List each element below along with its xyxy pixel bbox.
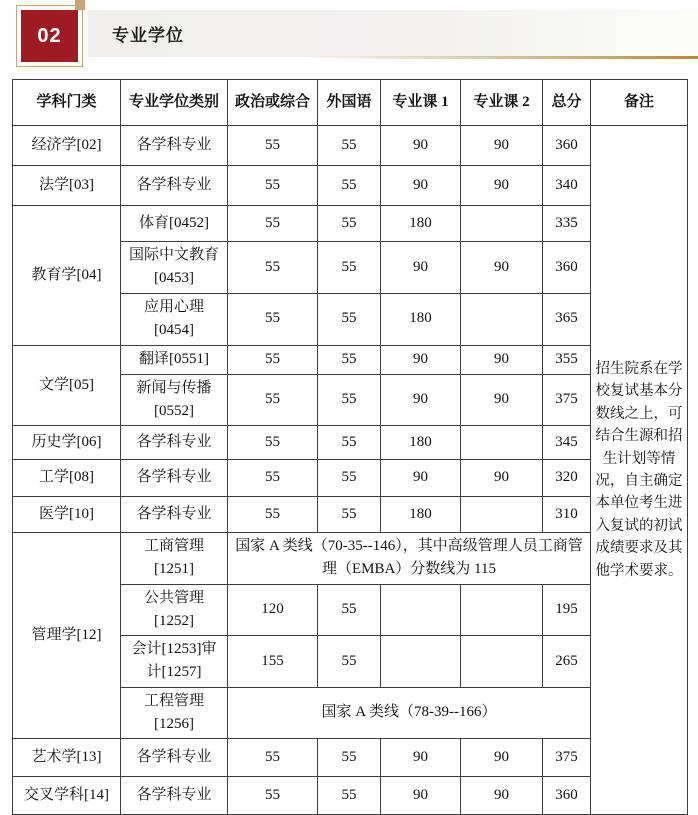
cell-discipline: 法学[03] <box>13 166 121 206</box>
cell-total: 340 <box>543 166 591 206</box>
section-number-badge <box>16 5 83 67</box>
table-header-row <box>13 80 688 126</box>
cell-score: 180 <box>381 206 461 242</box>
table-row <box>13 126 688 166</box>
cell-total: 345 <box>543 426 591 460</box>
cell-discipline: 艺术学[13] <box>13 739 121 777</box>
cell-score: 90 <box>381 166 461 206</box>
cell-degree-type: 各学科专业 <box>121 497 228 533</box>
cell-score: 120 <box>228 584 318 636</box>
cell-total: 360 <box>543 777 591 815</box>
cell-discipline: 历史学[06] <box>13 426 121 460</box>
cell-degree-type: 各学科专业 <box>121 426 228 460</box>
table-row <box>13 460 688 497</box>
cell-discipline: 工学[08] <box>13 460 121 497</box>
cell-score <box>461 584 543 636</box>
cell-total: 320 <box>543 460 591 497</box>
cell-total: 265 <box>543 636 591 688</box>
cell-score: 90 <box>461 166 543 206</box>
col-header-politics: 政治或综合 <box>228 80 318 126</box>
cell-degree-type: 公共管理[1252] <box>121 584 228 636</box>
cell-score: 55 <box>228 739 318 777</box>
cell-discipline: 经济学[02] <box>13 126 121 166</box>
cell-degree-type: 各学科专业 <box>121 739 228 777</box>
cell-score: 90 <box>381 242 461 294</box>
cell-score: 90 <box>381 345 461 374</box>
cell-score: 90 <box>461 345 543 374</box>
cell-score: 55 <box>228 497 318 533</box>
table-row <box>13 426 688 460</box>
cell-score <box>381 584 461 636</box>
cell-score <box>461 293 543 345</box>
cell-score: 90 <box>461 739 543 777</box>
cell-discipline: 文学[05] <box>13 345 121 426</box>
cell-discipline: 交叉学科[14] <box>13 777 121 815</box>
cell-score: 55 <box>318 293 381 345</box>
cell-total: 195 <box>543 584 591 636</box>
table-row <box>13 497 688 533</box>
table-row <box>13 345 688 374</box>
table-row <box>13 777 688 815</box>
cell-score: 55 <box>228 460 318 497</box>
cell-score: 55 <box>318 345 381 374</box>
cell-score: 55 <box>318 206 381 242</box>
cell-score: 55 <box>318 739 381 777</box>
cell-score: 90 <box>461 460 543 497</box>
cell-score: 55 <box>318 636 381 688</box>
cell-score <box>461 206 543 242</box>
cell-score: 55 <box>228 166 318 206</box>
cell-score: 55 <box>318 166 381 206</box>
col-header-total: 总分 <box>543 80 591 126</box>
cell-total: 355 <box>543 345 591 374</box>
cell-score: 55 <box>228 345 318 374</box>
cell-score <box>461 497 543 533</box>
cell-discipline: 教育学[04] <box>13 206 121 346</box>
cell-national-line-note: 国家 A 类线（78-39--166） <box>228 687 591 739</box>
score-line-table <box>12 79 688 815</box>
cell-degree-type: 应用心理[0454] <box>121 293 228 345</box>
cell-degree-type: 国际中文教育[0453] <box>121 242 228 294</box>
cell-score: 55 <box>228 374 318 426</box>
cell-degree-type: 各学科专业 <box>121 166 228 206</box>
cell-degree-type: 会计[1253]审计[1257] <box>121 636 228 688</box>
cell-score: 180 <box>381 426 461 460</box>
cell-score: 55 <box>228 242 318 294</box>
cell-score: 55 <box>318 460 381 497</box>
cell-score: 55 <box>318 497 381 533</box>
table-row <box>13 206 688 242</box>
cell-score: 55 <box>228 293 318 345</box>
cell-score: 55 <box>228 126 318 166</box>
cell-total: 360 <box>543 126 591 166</box>
section-header <box>0 0 698 78</box>
cell-score <box>461 426 543 460</box>
cell-degree-type: 翻译[0551] <box>121 345 228 374</box>
cell-degree-type: 各学科专业 <box>121 460 228 497</box>
cell-score: 55 <box>318 126 381 166</box>
cell-total: 335 <box>543 206 591 242</box>
cell-degree-type: 工商管理[1251] <box>121 533 228 585</box>
section-title-strip <box>88 10 698 57</box>
col-header-course1: 专业课 1 <box>381 80 461 126</box>
cell-national-line-note: 国家 A 类线（70-35--146），其中高级管理人员工商管理（EMBA）分数线为 115 <box>228 533 591 585</box>
cell-discipline: 管理学[12] <box>13 533 121 739</box>
cell-score <box>461 636 543 688</box>
cell-score: 155 <box>228 636 318 688</box>
remarks-cell: 招生院系在学校复试基本分数线之上，可结合生源和招生计划等情况，自主确定本单位考生进入复试的初试成绩要求及其他学术要求。 <box>591 126 688 815</box>
badge-corner-decoration <box>75 0 85 10</box>
cell-degree-type: 各学科专业 <box>121 777 228 815</box>
cell-score: 55 <box>318 584 381 636</box>
table-row <box>13 739 688 777</box>
cell-degree-type: 工程管理[1256] <box>121 687 228 739</box>
cell-score: 90 <box>381 739 461 777</box>
table-row <box>13 166 688 206</box>
cell-score: 55 <box>318 777 381 815</box>
cell-score: 55 <box>228 426 318 460</box>
cell-total: 375 <box>543 374 591 426</box>
cell-total: 310 <box>543 497 591 533</box>
cell-score: 180 <box>381 293 461 345</box>
col-header-remarks: 备注 <box>591 80 688 126</box>
cell-degree-type: 体育[0452] <box>121 206 228 242</box>
cell-degree-type: 新闻与传播[0552] <box>121 374 228 426</box>
col-header-degree-type: 专业学位类别 <box>121 80 228 126</box>
col-header-foreign-language: 外国语 <box>318 80 381 126</box>
cell-score <box>381 636 461 688</box>
cell-score: 55 <box>318 242 381 294</box>
cell-score: 90 <box>461 374 543 426</box>
cell-total: 360 <box>543 242 591 294</box>
cell-score: 55 <box>318 374 381 426</box>
table-row <box>13 533 688 585</box>
cell-score: 90 <box>461 777 543 815</box>
cell-discipline: 医学[10] <box>13 497 121 533</box>
cell-score: 90 <box>461 126 543 166</box>
cell-score: 180 <box>381 497 461 533</box>
cell-score: 55 <box>318 426 381 460</box>
cell-score: 55 <box>228 206 318 242</box>
cell-degree-type: 各学科专业 <box>121 126 228 166</box>
col-header-discipline: 学科门类 <box>13 80 121 126</box>
cell-total: 375 <box>543 739 591 777</box>
cell-total: 365 <box>543 293 591 345</box>
col-header-course2: 专业课 2 <box>461 80 543 126</box>
cell-score: 90 <box>381 460 461 497</box>
cell-score: 90 <box>381 777 461 815</box>
cell-score: 90 <box>381 374 461 426</box>
cell-score: 90 <box>461 242 543 294</box>
section-title: 专业学位 <box>112 26 184 45</box>
cell-score: 90 <box>381 126 461 166</box>
badge-number: 02 <box>21 10 78 62</box>
cell-score: 55 <box>228 777 318 815</box>
